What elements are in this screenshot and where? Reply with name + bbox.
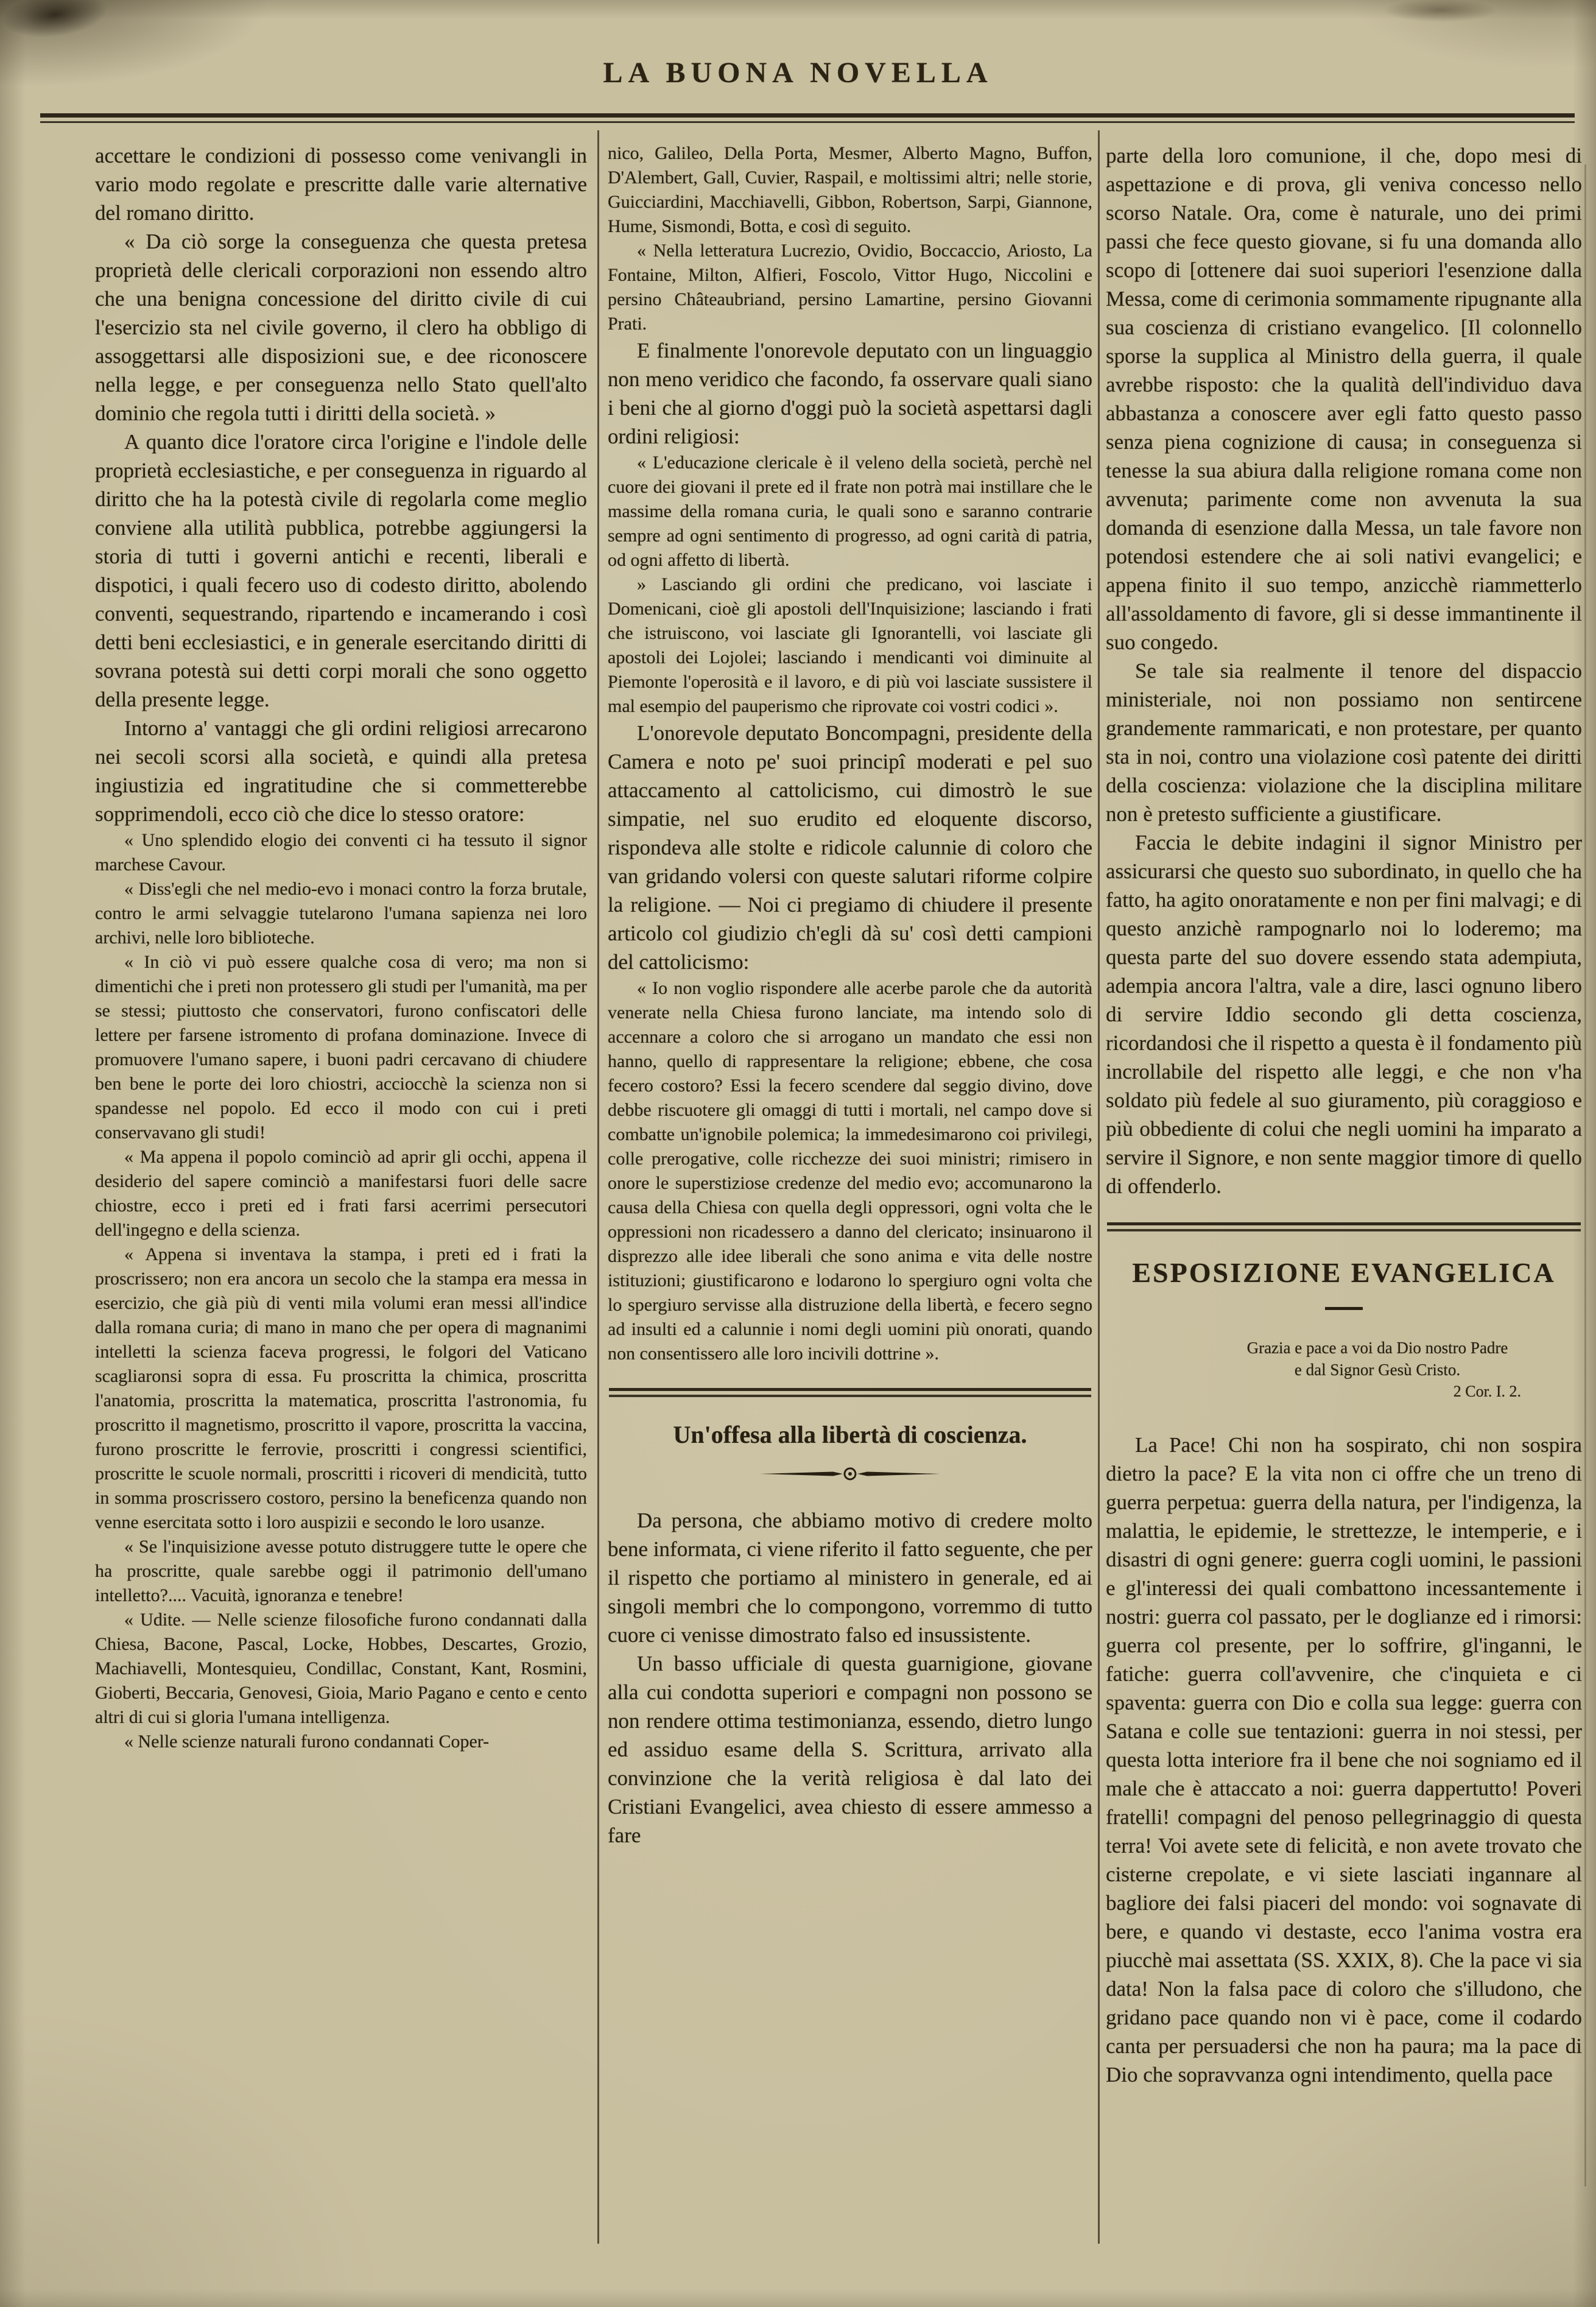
article-paragraph: E finalmente l'onorevole deputato con un linguaggio non meno veridico che facondo, fa osservare quali siano i beni che al giorno d'oggi può la società aspettarsi dagli ordini religiosi: <box>608 339 1092 448</box>
article-paragraph: Faccia le debite indagini il signor Ministro per assicurarsi che questo suo subordinato, in quello che ha fatto, ha agito onoratamente e non per fini malvagi; e di questo anzichè rampognarlo noi lo loderemo; ma questa parte del suo dovere essendo stata adempiuta, adempia ancora l'altra, vale a dire, lasci ognuno libero di servire Iddio secondo gli detta coscienza, ricordandosi che il rispetto a questa è il fondamento più incrollabile del rispetto alle leggi, e che non v'ha soldato più fedele al suo giuramento, più coraggioso e più obbediente di colui che negli uomini ha imparato a servire il Signore, e non sente maggior timore di quello di offenderlo. <box>1106 831 1582 1198</box>
article-paragraph: La Pace! Chi non ha sospirato, chi non sospira dietro la pace? E la vita non ci offre che un treno di guerra perpetua: guerra della natura, per l'indigenza, la malattia, le epidemie, le strettezze, le intemperie, e i disastri di ogni genere: guerra cogli uomini, le passioni e gl'interessi dei quali combattono incessantemente i nostri: guerra col passato, per le doglianze ed i rimorsi: guerra col presente, per lo soffrire, gl'inganni, le fatiche: guerra coll'avvenire, che c'inquieta e ci spaventa: guerra con Dio e colla sua legge: guerra con Satana e colle sue tentazioni: guerra in noi stessi, per questa lotta interiore fra il bene che noi sogniamo ed il male che è attaccato a noi: guerra dappertutto! Poveri fratelli! compagni del penoso pellegrinaggio di questa terra! Voi avete sete di felicità, e non avete trovato che cisterne crepolate, e vi siete lasciati ingannare al bagliore dei falsi piaceri del mondo: voi sognavate di bere, e quando vi destaste, ecco l'anima vostra era piucchè mai assettata (SS. XXIX, 8). Che la pace vi sia data! Non la falsa pace di coloro che s'illudono, che gridano pace quando non vi è pace, come il codardo canta per persuadersi che non ha paura; ma la pace di Dio che sopravvanza ogni intendimento, quella pace <box>1106 1433 1582 2087</box>
quoted-paragraph: « Uno splendido elogio dei conventi ci ha tessuto il signor marchese Cavour. <box>95 830 587 875</box>
scan-smudge-top-left <box>0 0 131 54</box>
column-divider <box>1098 130 1100 2244</box>
article-paragraph: accettare le condizioni di possesso come venivangli in vario modo regolate e prescritte dalle varie alternative del romano diritto. <box>95 144 587 225</box>
quoted-paragraph: « Se l'inquisizione avesse potuto distruggere tutte le opere che ha proscritte, quale sarebbe oggi il patrimonio dell'umano intelletto?.... Vacuità, ignoranza e tenebre! <box>95 1537 587 1605</box>
column-3 <box>1106 141 1582 2212</box>
masthead-rule <box>40 113 1575 123</box>
article-paragraph: Se tale sia realmente il tenore del dispaccio ministeriale, noi non possiamo non sentircene grandemente rammaricati, e non protestare, per quanto sta in noi, contro una violazione così patente dei diritti della coscienza: violazione che la disciplina militare non è pretesto sufficiente a giustificare. <box>1106 659 1582 826</box>
article-paragraph: Un basso ufficiale di questa guarnigione, giovane alla cui condotta superiori e compagni non possono se non rendere ottima testimonianza, essendo, dietro lungo ed assiduo esame della S. Scrittura, arrivato alla convinzione che la verità religiosa è dal lato dei Cristiani Evangelici, avea chiesto di essere ammesso a fare <box>608 1652 1092 1847</box>
quoted-paragraph: « L'educazione clericale è il veleno della società, perchè nel cuore dei giovani il prete ed il frate non potrà mai instillare che le massime della romana curia, le quali sono e saranno contrarie sempre ad ogni sentimento di progresso, ad ogni carità di patria, od ogni affetto di libertà. <box>608 453 1092 570</box>
quoted-paragraph: « Nelle scienze naturali furono condannati Coper- <box>124 1731 490 1752</box>
column-2 <box>608 141 1092 2212</box>
newspaper-title: LA BUONA NOVELLA <box>603 57 993 89</box>
scripture-epigraph <box>1189 1337 1566 1403</box>
column-1 <box>95 141 587 2212</box>
epigraph-line: e dal Signor Gesù Cristo. <box>1294 1361 1461 1379</box>
quoted-paragraph: « Appena si inventava la stampa, i preti ed i frati la proscrissero; non era ancora un secolo che la stampa era messa in esercizio, che già più di venti mila volumi eran messi all'indice dalla romana curia; di mano in mano che per opera di magnanimi intelletti la scienza faceva progressi, le folgori del Vaticano scagliaronsi sopra di essa. Fu proscritta la chimica, proscritta l'anatomia, proscritta la matematica, proscritta l'astronomia, fu proscritto il magnetismo, proscritto il vapore, proscritta la vaccina, furono proscritte le ferrovie, proscritti i congressi scientifici, proscritte le scuole normali, proscritti i ricoveri di mendicità, tutto in somma proscrissero costoro, persino la beneficenza quando non venne esercitata sotto i loro auspizii e secondo le loro usanze. <box>95 1244 587 1532</box>
article-paragraph: Da persona, che abbiamo motivo di credere molto bene informata, ci viene riferito il fatto seguente, che per il rispetto che portiamo al ministero in generale, ed ai singoli membri che lo compongono, vorremmo di tutto cuore ci venisse dimostrato falso ed insussistente. <box>608 1509 1092 1647</box>
article-paragraph: L'onorevole deputato Boncompagni, presidente della Camera e noto pe' suoi principî moderati e pel suo attaccamento al cattolicismo, cui dimostrò le sue simpatie, nel suo erudito ed eloquente discorso, rispondeva alle stolte e ridicole calunnie di coloro che van gridando volersi con queste salutari riforme colpire la religione. — Noi ci pregiamo di chiudere il presente articolo col giudizio ch'egli dà su' così detti campioni del cattolicismo: <box>608 721 1092 974</box>
quoted-paragraph: « Ma appena il popolo cominciò ad aprir gli occhi, appena il desiderio del sapere cominciò a manifestarsi fuori delle sacre chiostre, ecco i preti ed i frati farsi acerrimi persecutori dell'ingegno e della scienza. <box>95 1147 587 1240</box>
epigraph-line: Grazia e pace a voi da Dio nostro Padre <box>1246 1339 1508 1357</box>
quoted-paragraph: « Nella letteratura Lucrezio, Ovidio, Boccaccio, Ariosto, La Fontaine, Milton, Alfieri, Foscolo, Vittor Hugo, Niccolini e persino Châteaubriand, persino Lamartine, persino Giovanni Prati. <box>608 241 1092 334</box>
section-heading-offesa: Un'offesa alla libertà di coscienza. <box>673 1421 1027 1448</box>
section-ornament-icon <box>608 1465 1092 1485</box>
section-divider-rule <box>609 1388 1091 1397</box>
section-divider-rule <box>1107 1222 1581 1231</box>
column-divider <box>597 130 599 2244</box>
scan-smudge-top-right <box>1361 0 1519 27</box>
quoted-paragraph: « Io non voglio rispondere alle acerbe parole che da autorità venerate nella Chiesa furono lanciate, ma intendo solo di accennare a coloro che si arrogano un mandato che essi non hanno, quello di rappresentare la religione; ebbene, che cosa fecero costoro? Essi la fecero scendere dal seggio divino, dove debbe riscuotere gli omaggi di tutti i mortali, nel campo dove si combatte un'ignobile polemica; la immedesimarono coi privilegi, colle prerogative, colle ricchezze dei suoi ministri; rimisero in onore le superstiziose credenze del medio evo; accomunarono la causa della Chiesa con quella degli oppressori, ogni volta che le oppressioni non ricadessero a danno del clericato; insinuarono il disprezzo alle idee liberali che sono anima e vita delle nostre istituzioni; giustificarono e lodarono lo spergiuro ogni volta che lo spergiuro servisse alla distruzione della libertà, e fecero segno ad insulti ed a calunnie i nomi degli uomini più onorati, quando non consentissero alle loro incivili dottrine ». <box>608 978 1092 1364</box>
epigraph-reference: 2 Cor. I. 2. <box>1453 1382 1521 1400</box>
quoted-paragraph: » Lasciando gli ordini che predicano, voi lasciate i Domenicani, cioè gli apostoli dell'Inquisizione; lasciando i frati che istruiscono, voi lasciate gli Ignorantelli, voi lasciate gli apostoli dei Lojolei; lasciando i mendicanti voi diminuite al Piemonte l'operosità e il lavoro, e di più voi lasciate sussistere il mal esempio del pauperismo che riprovate coi vostri codici ». <box>608 574 1092 716</box>
quoted-paragraph: « In ciò vi può essere qualche cosa di vero; ma non si dimentichi che i preti non protessero gli studi per l'umanità, ma per se stessi; piuttosto che conservatori, furono confiscatori delle lettere per farsene istromento di profana dominazione. Invece di promuovere l'umano sapere, i buoni padri cercavano di chiudere ben bene le porte dei loro chiostri, acciocchè la scienza non si spandesse nel popolo. Ed ecco il modo con cui i preti conservavano gli studi! <box>95 952 587 1143</box>
quoted-paragraph: « Diss'egli che nel medio-evo i monaci contro la forza brutale, contro le armi selvaggie tutelarono l'umana sapienza nei loro archivi, nelle loro biblioteche. <box>95 879 587 948</box>
article-paragraph: A quanto dice l'oratore circa l'origine e l'indole delle proprietà ecclesiastiche, e per conseguenza in riguardo al diritto che ha la potestà civile di regolarla come meglio conviene alla utilità pubblica, potrebbe aggiungersi la storia di tutti i governi antichi e recenti, liberali e dispotici, i quali fecero uso di codesto diritto, abolendo conventi, sequestrando, ripartendo e incamerando i così detti beni ecclesiastici, e in generale esercitando diritti di sovrana potestà sui detti corpi morali che sono oggetto della presente legge. <box>95 430 587 711</box>
article-paragraph: « Da ciò sorge la conseguenza che questa pretesa proprietà delle clericali corporazioni non essendo altro che una benigna concessione del diritto civile di cui l'esercizio sta nel civile governo, il clero ha obbligo di assoggettarsi alle disposizioni sue, e dee riconoscere nella legge, e per conseguenza nello Stato quell'alto dominio che regola tutti i diritti della società. » <box>95 230 587 425</box>
section-heading-esposizione: ESPOSIZIONE EVANGELICA <box>1132 1257 1556 1288</box>
heading-dash <box>1325 1307 1363 1310</box>
article-paragraph: parte della loro comunione, il che, dopo mesi di aspettazione e di prova, gli veniva concesso nello scorso Natale. Ora, come è naturale, uno dei primi passi che fece questo giovane, si fu una domanda allo scopo di [ottenere dai suoi superiori l'esenzione dalla Messa, come di cerimonia sommamente ripugnante alla sua coscienza di cristiano evangelico. [Il colonnello sporse la supplica al Ministro della guerra, il quale avrebbe risposto: che la qualità dell'individuo dava abbastanza a conoscere aver egli fatto questo passo senza piena cognizione di causa; in conseguenza si tenesse la sua abiura dalla religione romana come non avvenuta; parimente come non avvenuta la sua domanda di esenzione dalla Messa, un tale favore non potendosi estendere che ai soli nativi evangelici; e appena finito il suo tempo, anzicchè riammetterlo all'assoldamento di favore, gli si desse immantinente il suo congedo. <box>1106 144 1582 654</box>
quoted-paragraph: nico, Galileo, Della Porta, Mesmer, Alberto Magno, Buffon, D'Alembert, Gall, Cuvier, Raspail, e moltissimi altri; nelle storie, Guicciardini, Macchiavelli, Gibbon, Robertson, Sarpi, Giannone, Hume, Sismondi, Botta, e così di seguito. <box>608 143 1092 236</box>
article-paragraph: Intorno a' vantaggi che gli ordini religiosi arrecarono nei secoli scorsi alla società, e quindi alla pretesa ingiustizia ed ingratitudine che si commetterebbe sopprimendoli, ecco ciò che dice lo stesso oratore: <box>95 716 587 826</box>
page-edge-shadow <box>1584 164 1586 2186</box>
quoted-paragraph: « Udite. — Nelle scienze filosofiche furono condannati dalla Chiesa, Bacone, Pascal, Locke, Hobbes, Descartes, Grozio, Machiavelli, Montesquieu, Condillac, Constant, Kant, Rosmini, Gioberti, Beccaria, Genovesi, Gioia, Mario Pagano e cento e cento altri di cui si gloria l'umana intelligenza. <box>95 1610 587 1727</box>
